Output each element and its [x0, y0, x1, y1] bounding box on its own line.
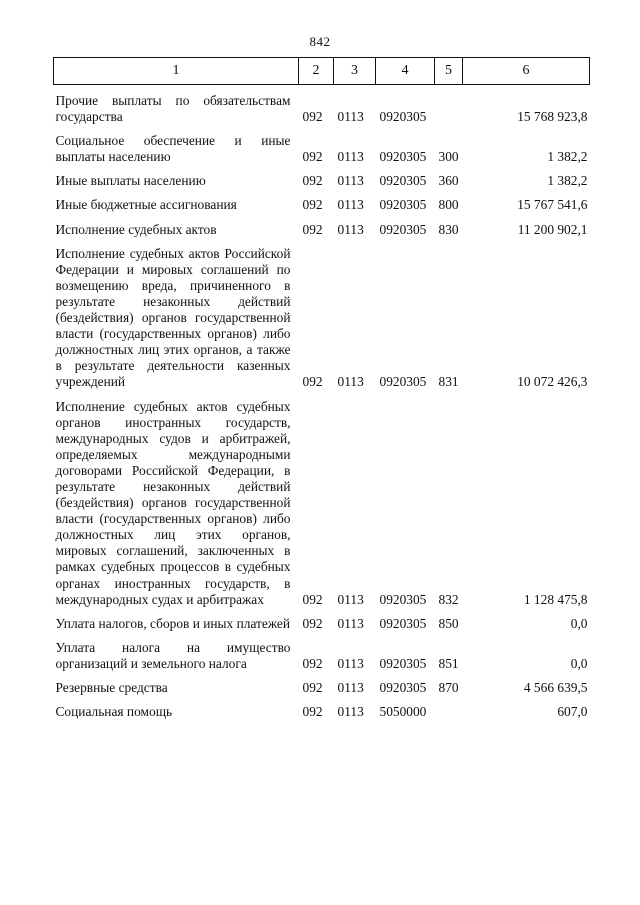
row-name: Социальное обеспечение и иные выплаты населению	[55, 133, 291, 165]
table-row	[54, 696, 590, 720]
row-code-expense: 851	[438, 655, 459, 671]
row-amount: 1 128 475,8	[523, 591, 588, 607]
row-code-section: 0113	[337, 197, 364, 213]
header-col-3: 3	[334, 58, 376, 85]
header-col-5: 5	[435, 58, 463, 85]
row-code-admin: 092	[302, 680, 323, 695]
table-row	[54, 391, 590, 608]
table-body	[54, 85, 590, 721]
row-name: Уплата налога на имущество организаций и земельного налога	[55, 639, 291, 671]
row-code-target: 0920305	[379, 149, 427, 165]
row-code-target: 0920305	[379, 615, 427, 631]
row-code-admin: 092	[302, 655, 323, 671]
row-code-section: 0113	[337, 173, 364, 189]
row-name: Иные бюджетные ассигнования	[55, 197, 237, 213]
row-name: Исполнение судебных актов судебных органов иностранных государств, международных судов и арбитражей, определяемых международными договорами Российской Федерации, в результате незаконных действий (бездействия) органов государственной власти (государственных органов) либо должностных лиц этих органов, мировых соглашений, заключенных в рамках судебных процессов в судебных органах иностранных государств, в международных судах и арбитражах	[55, 398, 291, 607]
row-amount: 15 767 541,6	[517, 197, 588, 213]
header-col-1: 1	[54, 58, 299, 85]
row-amount: 1 382,2	[547, 173, 588, 189]
row-code-admin: 092	[302, 615, 323, 631]
table-row	[54, 165, 590, 189]
row-code-section: 0113	[337, 109, 364, 125]
page-number: 842	[309, 34, 331, 49]
row-name: Уплата налогов, сборов и иных платежей	[55, 615, 291, 631]
row-code-expense: 830	[438, 221, 459, 237]
table-row	[54, 125, 590, 165]
row-code-section: 0113	[337, 704, 364, 720]
row-name: Иные выплаты населению	[55, 173, 206, 189]
row-code-admin: 092	[302, 173, 323, 189]
row-code-section: 0113	[337, 149, 364, 165]
row-code-admin: 092	[302, 221, 323, 237]
row-name: Резервные средства	[55, 680, 168, 695]
row-name: Прочие выплаты по обязательствам государства	[55, 93, 291, 125]
row-amount: 607,0	[557, 704, 588, 720]
header-col-4: 4	[376, 58, 435, 85]
row-amount: 4 566 639,5	[523, 680, 588, 695]
table-header	[54, 58, 590, 85]
table-row	[54, 238, 590, 391]
row-code-expense: 850	[438, 615, 459, 631]
table-row	[54, 632, 590, 672]
row-name: Исполнение судебных актов	[55, 221, 217, 237]
row-amount: 0,0	[570, 655, 588, 671]
row-code-expense	[435, 696, 463, 720]
row-amount: 1 382,2	[547, 149, 588, 165]
row-code-target: 0920305	[379, 374, 427, 390]
row-code-target: 5050000	[379, 704, 427, 720]
table-row	[54, 85, 590, 126]
row-code-expense: 832	[438, 591, 459, 607]
row-code-section: 0113	[337, 680, 364, 695]
table-row	[54, 214, 590, 238]
row-code-admin: 092	[302, 149, 323, 165]
row-code-expense: 831	[438, 374, 459, 390]
row-code-target: 0920305	[379, 197, 427, 213]
row-amount: 11 200 902,1	[517, 221, 588, 237]
row-code-admin: 092	[302, 109, 323, 125]
header-col-6: 6	[463, 58, 590, 85]
header-col-2: 2	[299, 58, 334, 85]
row-code-expense: 360	[438, 173, 459, 189]
row-code-target: 0920305	[379, 109, 427, 125]
row-code-section: 0113	[337, 615, 364, 631]
row-name: Социальная помощь	[55, 704, 173, 720]
row-code-target: 0920305	[379, 680, 427, 695]
row-amount: 10 072 426,3	[517, 374, 588, 390]
row-code-expense	[435, 85, 463, 126]
row-code-admin: 092	[302, 704, 323, 720]
row-code-target: 0920305	[379, 221, 427, 237]
row-code-admin: 092	[302, 591, 323, 607]
row-code-section: 0113	[337, 655, 364, 671]
table-row	[54, 608, 590, 632]
table-row	[54, 672, 590, 696]
row-amount: 0,0	[570, 615, 588, 631]
budget-table	[53, 57, 590, 720]
row-amount: 15 768 923,8	[517, 109, 588, 125]
row-code-target: 0920305	[379, 173, 427, 189]
row-name: Исполнение судебных актов Российской Федерации и мировых соглашений по возмещению вреда, причиненного в результате незаконных действий (бездействия) органов государственной власти (государственных органов) либо должностных лиц этих органов, а также в результате деятельности казенных учреждений	[55, 245, 291, 390]
table-row	[54, 189, 590, 213]
row-code-target: 0920305	[379, 591, 427, 607]
row-code-admin: 092	[302, 374, 323, 390]
row-code-expense: 300	[438, 149, 459, 165]
row-code-target: 0920305	[379, 655, 427, 671]
row-code-section: 0113	[337, 374, 364, 390]
row-code-expense: 870	[438, 680, 459, 695]
row-code-admin: 092	[302, 197, 323, 213]
row-code-expense: 800	[438, 197, 459, 213]
row-code-section: 0113	[337, 221, 364, 237]
row-code-section: 0113	[337, 591, 364, 607]
header-row	[54, 58, 590, 85]
